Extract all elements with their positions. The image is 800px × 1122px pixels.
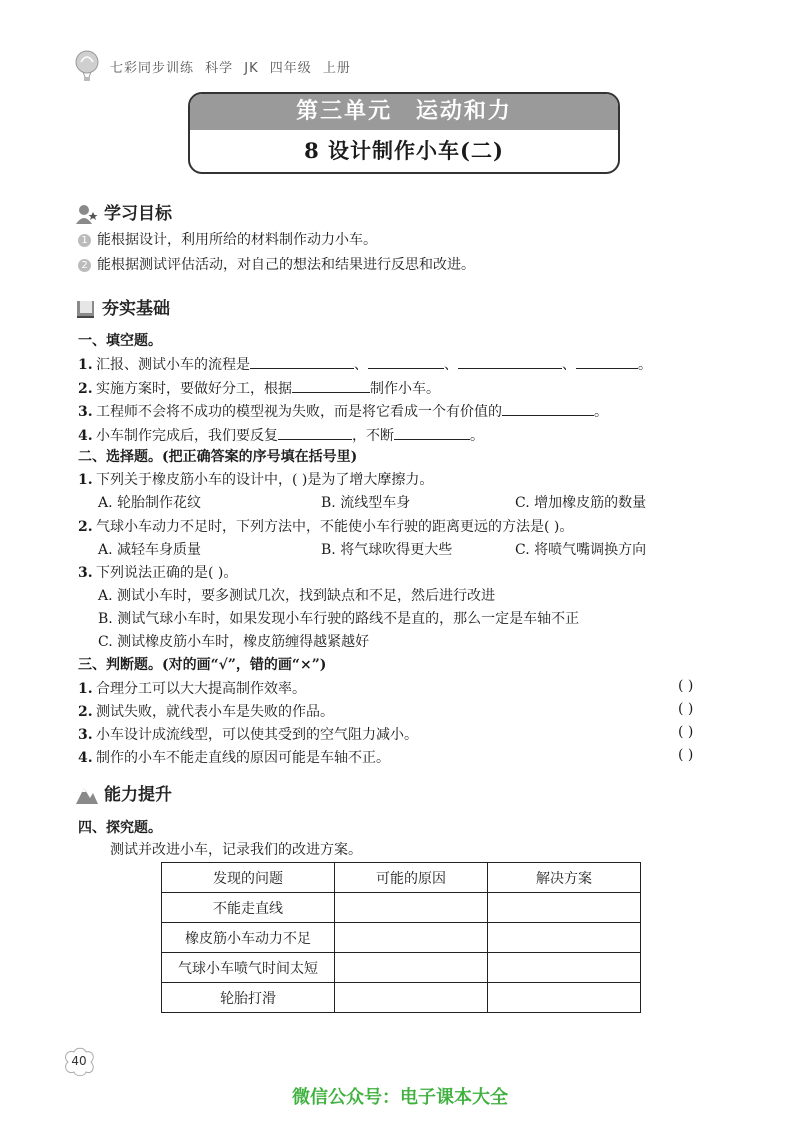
fill-question-2: 2. 实施方案时，要做好分工，根据 制作小车。 [78, 378, 440, 398]
answer-blank[interactable] [250, 354, 354, 369]
choice-option[interactable]: B. 测试气球小车时，如果发现小车行驶的路线不是直的，那么一定是车轴不正 [98, 611, 580, 627]
goal-number-badge: 2 [78, 259, 91, 272]
table-header: 解决方案 [488, 863, 641, 893]
answer-blank[interactable] [458, 354, 562, 369]
balloon-logo-icon [72, 50, 102, 82]
answer-blank[interactable] [292, 378, 370, 393]
judge-question: 2. 测试失败，就代表小车是失败的作品。 [78, 704, 334, 720]
choice-option[interactable]: B. 流线型车身 [321, 495, 411, 511]
section-goals [76, 199, 172, 224]
section-ability [76, 780, 172, 805]
table-row [162, 983, 641, 1013]
choice-option[interactable]: B. 将气球吹得更大些 [321, 542, 453, 558]
problem-cell: 气球小车喷气时间太短 [162, 953, 335, 983]
solution-cell[interactable] [488, 983, 641, 1013]
choice-question-1: 1. 下列关于橡皮筋小车的设计中，( )是为了增大摩擦力。 [78, 472, 434, 488]
choice-option[interactable]: A. 测试小车时，要多测试几次，找到缺点和不足，然后进行改进 [98, 588, 496, 604]
solution-cell[interactable] [488, 953, 641, 983]
solution-cell[interactable] [488, 893, 641, 923]
solution-cell[interactable] [488, 923, 641, 953]
judge-question: 1. 合理分工可以大大提高制作效率。 [78, 681, 306, 697]
judge-question: 3. 小车设计成流线型，可以使其受到的空气阻力减小。 [78, 727, 418, 743]
answer-blank[interactable] [576, 354, 638, 369]
answer-blank[interactable] [502, 401, 594, 416]
book-header: 七彩同步训练 科学 JK 四年级 上册 [110, 61, 351, 76]
table-row [162, 953, 641, 983]
problem-cell: 不能走直线 [162, 893, 335, 923]
answer-blank[interactable] [394, 425, 470, 440]
lesson-title: 8 设计制作小车(二) [304, 138, 504, 163]
problem-cell: 橡皮筋小车动力不足 [162, 923, 335, 953]
table-header-row [162, 863, 641, 893]
book-icon [76, 299, 96, 319]
footer-watermark: 微信公众号：电子课本大全 [292, 1087, 508, 1108]
section-goals-title: 学习目标 [104, 204, 172, 224]
judge-question: 4. 制作的小车不能走直线的原因可能是车轴不正。 [78, 750, 390, 766]
section-ability-title: 能力提升 [104, 785, 172, 805]
person-star-icon [76, 204, 98, 224]
page-number-badge [64, 1047, 94, 1077]
table-header: 发现的问题 [162, 863, 335, 893]
unit-title: 第三单元 运动和力 [190, 94, 618, 130]
unit-title-box [188, 92, 620, 174]
part4-title: 四、探究题。 [78, 820, 162, 836]
choice-option[interactable]: C. 增加橡皮筋的数量 [515, 495, 647, 511]
section-basics [76, 294, 170, 319]
section-basics-title: 夯实基础 [102, 299, 170, 319]
improvement-table [161, 862, 641, 1013]
answer-parentheses[interactable]: ( ) [678, 678, 694, 694]
answer-parentheses[interactable]: ( ) [678, 701, 694, 717]
goal-item: 1 能根据设计，利用所给的材料制作动力小车。 [78, 229, 377, 251]
table-row [162, 893, 641, 923]
answer-parentheses[interactable]: ( ) [678, 747, 694, 763]
fill-question-3: 3. 工程师不会将不成功的模型视为失败，而是将它看成一个有价值的 。 [78, 401, 608, 421]
cause-cell[interactable] [335, 983, 488, 1013]
goal-number-badge: 1 [78, 234, 91, 247]
choice-option[interactable]: A. 减轻车身质量 [98, 542, 202, 558]
fill-question-1: 1. 汇报、测试小车的流程是 、 、 、 。 [78, 354, 652, 374]
choice-option[interactable]: A. 轮胎制作花纹 [98, 495, 202, 511]
part4-intro: 测试并改进小车，记录我们的改进方案。 [110, 842, 362, 858]
part3-title: 三、判断题。(对的画“√”，错的画“×”) [78, 657, 327, 673]
choice-question-2: 2. 气球小车动力不足时，下列方法中，不能使小车行驶的距离更远的方法是( )。 [78, 519, 574, 535]
choice-option[interactable]: C. 将喷气嘴调换方向 [515, 542, 647, 558]
table-row [162, 923, 641, 953]
fill-question-4: 4. 小车制作完成后，我们要反复 ，不断 。 [78, 425, 484, 445]
answer-parentheses[interactable]: ( ) [678, 724, 694, 740]
answer-blank[interactable] [368, 354, 444, 369]
answer-blank[interactable] [278, 425, 352, 440]
goal-item: 2 能根据测试评估活动，对自己的想法和结果进行反思和改进。 [78, 254, 475, 276]
problem-cell: 轮胎打滑 [162, 983, 335, 1013]
mountain-icon [76, 785, 98, 805]
table-header: 可能的原因 [335, 863, 488, 893]
page-number: 40 [71, 1054, 87, 1068]
part2-title: 二、选择题。(把正确答案的序号填在括号里) [78, 449, 358, 465]
cause-cell[interactable] [335, 923, 488, 953]
cause-cell[interactable] [335, 893, 488, 923]
choice-option[interactable]: C. 测试橡皮筋小车时，橡皮筋缠得越紧越好 [98, 634, 370, 650]
part1-title: 一、填空题。 [78, 333, 162, 349]
choice-question-3: 3. 下列说法正确的是( )。 [78, 565, 238, 581]
cause-cell[interactable] [335, 953, 488, 983]
